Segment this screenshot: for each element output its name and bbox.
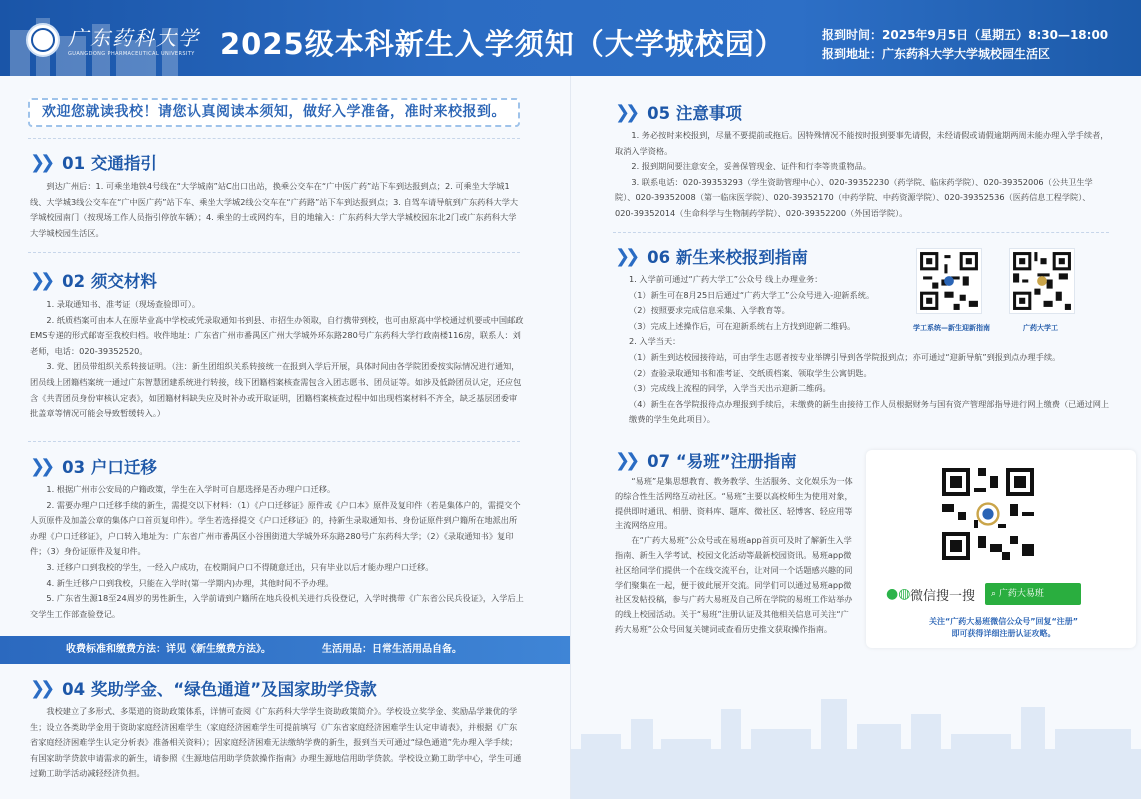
section-01-title: 01 交通指引 [62,154,157,173]
yiban-detail: 在“广药大易班”公众号或在易班app首页可及时了解新生入学指南、新生入学考试、校园文化活动等最新校园资讯。易班app微社区给同学们提供一个在线交流平台，让对同一个话题感兴趣的同学们聚集在一起，便于彼此展开交流。同学们可以通过易班app微社区发帖投稿，参与广药大易班及自己所在学院的易班工作站举办的线上校园活动。关于“易班”注册认证及其他相关信息可关注“广药大易班”公众号回复关键词或查看历史推文获取操作指南。 [615,535,853,634]
double-chevron-icon: ❯❯ [30,151,51,173]
double-chevron-icon: ❯❯ [30,455,51,477]
university-logo [26,22,200,57]
list-item: 2. 纸质档案可由本人在原毕业高中学校或凭录取通知书到县、市招生办领取，自行携带到校，也可由原高中学校通过机要或中国邮政EMS专递的形式邮寄至我校归档。收件地址：广东省广州市番禺区广州大学城外环东路280号广东药科大学行政南楼116房，联系人：刘老师，电话：020-39352520。 [30,314,524,356]
section-03-title: 03 户口迁移 [62,458,157,477]
section-05-body [615,128,1109,222]
section-01-body [30,179,524,241]
section-06-heading [615,244,808,268]
reg-time-label: 报到时间： [822,28,883,42]
divider-dashed [28,138,520,139]
section-04-heading [30,676,377,700]
list-item: 1. 入学前可通过“广药大学工”公众号 线上办理业务： [629,274,823,284]
list-item: 1. 根据广州市公安局的户籍政策，学生在入学时可自愿选择是否办理户口迁移。 [46,484,336,494]
list-item: （1）新生可在8月25日后通过“广药大学工”公众号进入-迎新系统。 [629,289,875,300]
list-item: 2. 需要办理户口迁移手续的新生，需提交以下材料：（1）《户口迁移证》原件或《户口本》原件及复印件（若是集体户的，需提交个人页原件及加盖公章的集体户口首页复印件）。学生若选择提交《户口迁移证》的，持新生录取通知书、身份证原件到户籍所在地派出所办理《户口迁移证》，户口转入地址为：广东省广州市番禺区小谷围街道大学城外环东路280号广东药科大学；（2）《录取通知书》复印件；（3）身份证原件及复印件。 [30,499,521,557]
double-chevron-icon: ❯❯ [615,449,636,471]
reg-time-value: 2025年9月5日（星期五）8:30—18:00 [882,28,1109,42]
right-column [571,76,1141,799]
qr-code-xuegong-guide[interactable] [916,248,982,314]
section-01-heading [30,150,157,174]
reg-place-value: 广东药科大学大学城校园生活区 [882,47,1051,61]
qr-code-guangyao-xuegong[interactable] [1009,248,1075,314]
section-06-body-b [629,350,1111,428]
note-line-2: 即可获得详细注册认证攻略。 [951,629,1056,638]
page-title: 2025级本科新生入学须知（大学城校园） [220,27,785,61]
logo-chinese-name: 广东药科大学 [68,26,200,50]
divider-dashed [28,252,520,253]
section-02-heading [30,268,157,292]
wechat-search [886,583,1081,605]
header-banner [0,0,1141,76]
double-chevron-icon: ❯❯ [615,245,636,267]
double-chevron-icon: ❯❯ [30,677,51,699]
section-05-heading [615,100,742,124]
list-item: （2）查验录取通知书和准考证、交纸质档案、领取学生公寓钥匙。 [629,367,872,378]
wechat-search-box[interactable] [985,583,1081,605]
qr-pattern-icon [1010,249,1074,313]
list-item: 3. 联系电话：020-39353293（学生资助管理中心）、020-39352230（药学院、临床药学院）、020-39352006（公共卫生学院）、020-39352008（第一临床医学院）、020-39352170（中药学院、中药资源学院）、020-39352536（医药信息工程学院）、020-39352014（生命科学与生物制药学院）、020-39352200（外国语学院）。 [615,176,1093,218]
search-term: 广药大易班 [998,589,1044,599]
list-item: （3）完成线上流程的同学，入学当天出示迎新二维码。 [629,383,831,394]
fee-text: 收费标准和缴费方法：详见《新生缴费方法》。 [66,644,271,655]
list-item: 1. 录取通知书、准考证（现场查验即可）。 [46,299,201,309]
double-chevron-icon: ❯❯ [615,101,636,123]
goods-text: 生活用品：日常生活用品自备。 [322,644,462,655]
list-item: 1. 务必按时来校报到，尽量不要提前或拖后。因特殊情况不能按时报到要事先请假，未经请假或请假逾期两周未能办理入学手续者，取消入学资格。 [615,130,1109,156]
list-item: 4. 新生迁移户口到我校，只能在入学时(第一学期内)办理，其他时间不予办理。 [46,577,334,588]
search-icon: ⌕ [991,589,999,599]
section-02-body [30,297,524,422]
section-06-body-a [629,272,911,350]
qr1-label: 学工系统—新生迎新指南 [913,324,990,332]
divider-dashed [613,232,1109,233]
list-item: （1）新生到达校园接待站，可由学生志愿者按专业举牌引导到各学院报到点；亦可通过“迎新导航”到报到点办理手续。 [629,352,1061,362]
wechat-icon: ●◍ [886,586,911,602]
qr-pattern-icon [917,249,981,313]
section-03-heading [30,454,157,478]
double-chevron-icon: ❯❯ [30,269,51,291]
list-item: 3. 党、团员带组织关系转接证明。（注：新生团组织关系转接统一在报到入学后开展，具体时间由各学院团委按实际情况进行通知，团员线上团籍档案统一通过广东智慧团建系统进行转接，线下团籍档案核查需包含入团志愿书、团员证等。如涉及低龄团员认定，还应包含《共青团员身份审核认定表》，如团籍材料缺失应及时补办或开取证明，团籍档案核查过程中如出现档案材料不齐全，缺乏基层团委审批盖章等情况可能会导致暂缓转入。） [30,361,522,419]
section-07-heading [615,448,797,472]
list-item: 5. 广东省生源18至24周岁的男性新生，入学前请到户籍所在地兵役机关进行兵役登记，入学时携带《广东省公民兵役证》，入学后上交学生工作部查验登记。 [30,593,524,619]
section-04-title: 04 奖助学金、“绿色通道”及国家助学贷款 [62,680,377,699]
section-07-title: 07 “易班”注册指南 [647,452,797,471]
section-04-body [30,704,524,782]
fee-band [0,636,570,664]
note-line-1: 关注“广药大易班微信公众号”回复“注册” [928,617,1079,626]
qr-code-yiban[interactable] [938,464,1038,564]
section-07-body [615,474,855,637]
logo-english-name: GUANGDONG PHARMACEUTICAL UNIVERSITY [68,51,195,57]
aid-text: 我校建立了多形式、多渠道的资助政策体系，详情可查阅《广东药科大学学生资助政策简介》。学校设立奖学金、奖励品学兼优的学生；设立各类助学金用于资助家庭经济困难学生（家庭经济困难学生可提前填写《广东省家庭经济困难学生认定申请表》，并根据《广东省家庭经济困难学生认定分析表》准备相关资料）；因家庭经济困难无法缴纳学费的新生，报到当天可通过“绿色通道”先办理入学手续；有国家助学贷款申请需求的新生，请参照《生源地信用助学贷款操作指南》办理生源地信用助学贷款。学校设立勤工助学中心，学生可通过勤工助学活动减轻经济负担。 [30,706,522,779]
yiban-qr-card [866,450,1136,648]
list-item: 2. 入学当天： [629,336,681,347]
yiban-register-note [886,616,1121,640]
divider-dashed [28,441,520,442]
list-item: 2. 报到期间要注意安全，妥善保管现金、证件和行李等贵重物品。 [631,161,872,172]
section-02-title: 02 须交材料 [62,272,157,291]
section-05-title: 05 注意事项 [647,104,742,123]
list-item: （2）按照要求完成信息采集、入学教育等。 [629,305,790,316]
transport-text: 到达广州后：1. 可乘坐地铁4号线在“大学城南”站C出口出站，换乘公交车在“广中医广药”站下车到达报到点；2. 可乘坐大学城1线、大学城3线公交车在“广中医广药”站下车、乘坐大学城2线公交车在“广药路”站下车到达报到点；3. 自驾车请导航到广东药科大学大学城校园南门（按现场工作人员指引停放车辆）；4. 乘坐的士或网约车，目的地输入：广东药科大学大学城校园东北2门或广东药科大学大学城校园生活区。 [30,181,519,238]
welcome-banner: 欢迎您就读我校！请您认真阅读本须知，做好入学准备，准时来校报到。 [28,98,520,127]
left-column [0,76,570,799]
wechat-search-label: 微信搜一搜 [910,588,976,604]
yiban-intro: “易班”是集思想教育、教务教学、生活服务、文化娱乐为一体的综合性生活网络互动社区。“易班”主要以高校师生为使用对象，提供即时通讯、相册、资料库、题库、微社区、轻博客、轻应用等主流网络应用。 [615,476,853,531]
reg-place-label: 报到地址： [822,47,883,61]
list-item: 3. 迁移户口到我校的学生，一经入户成功，在校期间户口不得随意迁出，只有毕业以后才能办理户口迁移。 [46,561,434,572]
qr-pattern-icon [938,464,1038,564]
list-item: （3）完成上述操作后，可在迎新系统右上方找到迎新二维码。 [629,320,856,331]
registration-info [822,26,1108,64]
section-03-body [30,482,524,622]
section-06-title: 06 新生来校报到指南 [647,248,808,267]
qr2-label: 广药大学工 [1023,324,1058,332]
list-item: （4）新生在各学院报待点办理报到手续后，未缴费的新生由接待工作人员根据财务与国有资产管理部指导进行网上缴费（已通过网上缴费的学生免此项目）。 [629,398,1110,425]
university-seal-icon [26,23,60,57]
campus-illustration [571,679,1141,799]
